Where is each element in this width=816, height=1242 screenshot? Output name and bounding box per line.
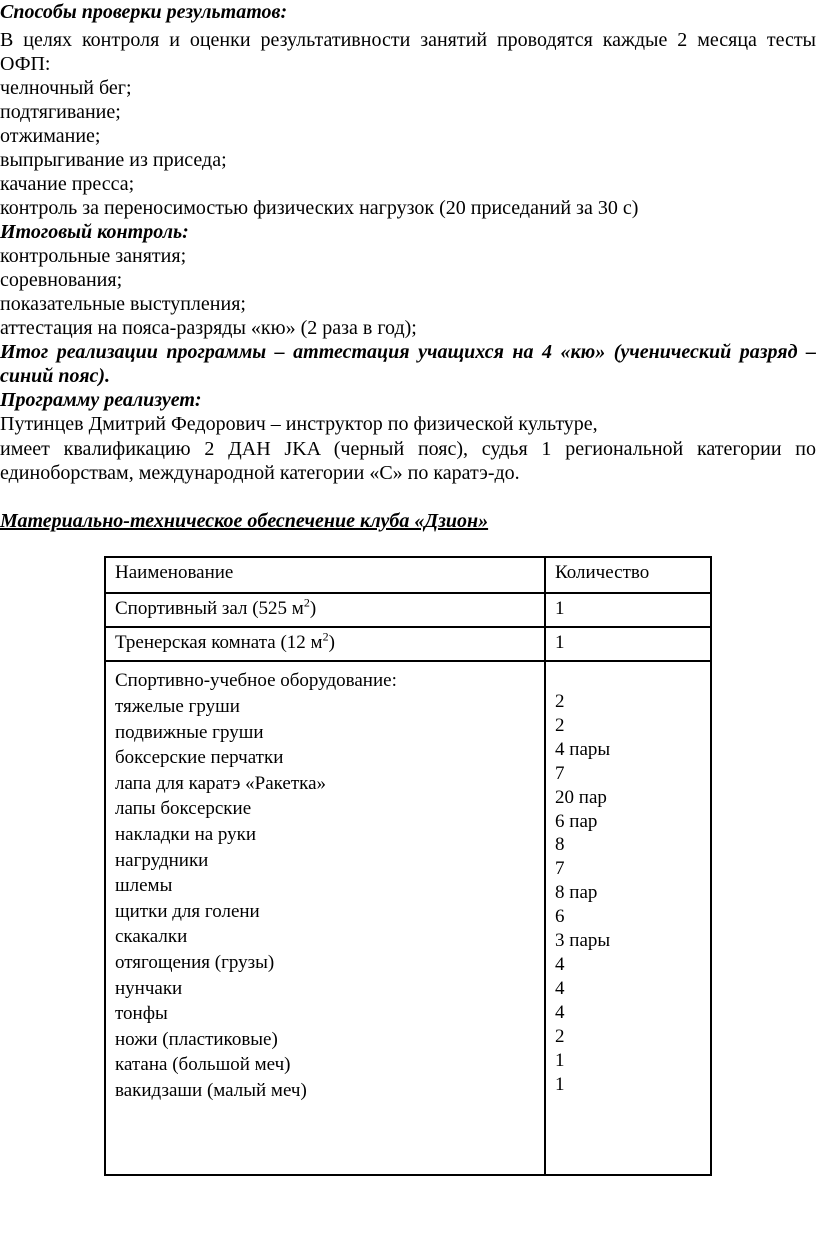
gear-item-quantity: 7 [555,858,565,880]
gear-names-cell [105,661,545,1175]
gear-item-name: накладки на руки [115,823,257,845]
gear-item-quantity: 4 [555,1001,565,1023]
methods-intro-line-1: В целях контроля и оценки результативности занятий проводятся каждые 2 месяца тесты [0,29,816,51]
gear-item-name: нагрудники [115,849,209,871]
methods-intro-line-2: ОФП: [0,53,51,75]
hall-label-close: ) [309,598,317,619]
section-heading-methods: Способы проверки результатов: [0,1,288,23]
final-control-item: соревнования; [0,269,123,291]
gear-item-name: тонфы [115,1003,168,1025]
gear-item-name: щитки для голени [115,900,260,922]
table-row [105,593,711,627]
gear-item-name: лапы боксерские [115,798,252,820]
gear-item-name: ножи (пластиковые) [115,1028,278,1050]
room-label: Тренерская комната (12 м [115,632,323,653]
final-control-item: контрольные занятия; [0,245,187,267]
gear-item-quantity: 1 [555,1073,565,1095]
methods-item: подтягивание; [0,101,121,123]
methods-item: качание пресса; [0,173,135,195]
gear-item-quantity: 8 пар [555,882,598,904]
program-summary-line-2: синий пояс). [0,365,111,387]
hall-label: Спортивный зал (525 м [115,598,304,619]
equipment-table [104,556,712,1176]
gear-quantities-cell [545,661,711,1175]
gear-item-quantity: 2 [555,691,565,712]
methods-item: контроль за переносимостью физических нагрузок (20 приседаний за 30 с) [0,197,639,219]
instructor-line-2: имеет квалификацию 2 ДАН JKA (черный пояс), судья 1 региональной категории по [0,438,816,460]
gear-item-name: шлемы [115,875,173,897]
gear-quantity-list [555,690,701,1096]
gear-item-quantity: 20 пар [555,786,607,808]
instructor-line-1: Путинцев Дмитрий Федорович – инструктор по физической культуре, [0,413,598,435]
gear-item-quantity: 6 пар [555,810,598,832]
gear-item-quantity: 2 [555,1025,565,1047]
gear-item-name: тяжелые груши [115,696,240,717]
gear-item-name: боксерские перчатки [115,747,284,769]
column-header-name: Наименование [105,557,545,593]
hall-cell [105,593,545,627]
gear-item-name: скакалки [115,926,188,948]
final-control-item: показательные выступления; [0,293,246,315]
room-label-close: ) [328,632,335,653]
hall-unit-superscript: 2 [303,595,310,610]
gear-item-name: нунчаки [115,977,183,999]
room-unit-superscript: 2 [322,629,329,644]
gear-item-quantity: 7 [555,762,565,784]
instructor-line-3: единоборствам, международной категории «С» по каратэ-до. [0,462,520,484]
gear-item-name: подвижные груши [115,721,264,743]
gear-item-quantity: 3 пары [555,930,611,952]
gear-item-name: отягощения (грузы) [115,951,275,973]
gear-item-name: вакидзаши (малый меч) [115,1079,307,1101]
section-heading-final-control: Итоговый контроль: [0,221,189,243]
gear-item-name: лапа для каратэ «Ракетка» [115,772,327,794]
gear-item-quantity: 4 пары [555,738,611,760]
gear-item-quantity: 8 [555,834,565,856]
methods-item: выпрыгивание из приседа; [0,149,227,171]
gear-item-quantity: 1 [555,1049,565,1071]
gear-item-quantity: 4 [555,953,565,975]
gear-item-quantity: 2 [555,714,565,736]
room-quantity: 1 [545,627,711,661]
table-header-row [105,557,711,593]
gear-item-quantity: 6 [555,906,565,928]
program-summary-line-1: Итог реализации программы – аттестация учащихся на 4 «кю» (ученический разряд – [0,341,816,363]
room-cell [105,627,545,661]
section-heading-instructor: Программу реализует: [0,389,202,411]
gear-item-name: катана (большой меч) [115,1054,291,1076]
final-control-item: аттестация на пояса-разряды «кю» (2 раза в год); [0,317,417,339]
methods-item: челночный бег; [0,77,132,99]
column-header-quantity: Количество [545,557,711,593]
methods-item: отжимание; [0,125,101,147]
hall-quantity: 1 [545,593,711,627]
gear-item-quantity: 4 [555,977,565,999]
gear-name-list [115,694,535,1104]
gear-heading: Спортивно-учебное оборудование: [115,670,397,691]
table-row [105,627,711,661]
table-row [105,661,711,1175]
equipment-title: Материально-техническое обеспечение клуба «Дзион» [0,510,489,532]
